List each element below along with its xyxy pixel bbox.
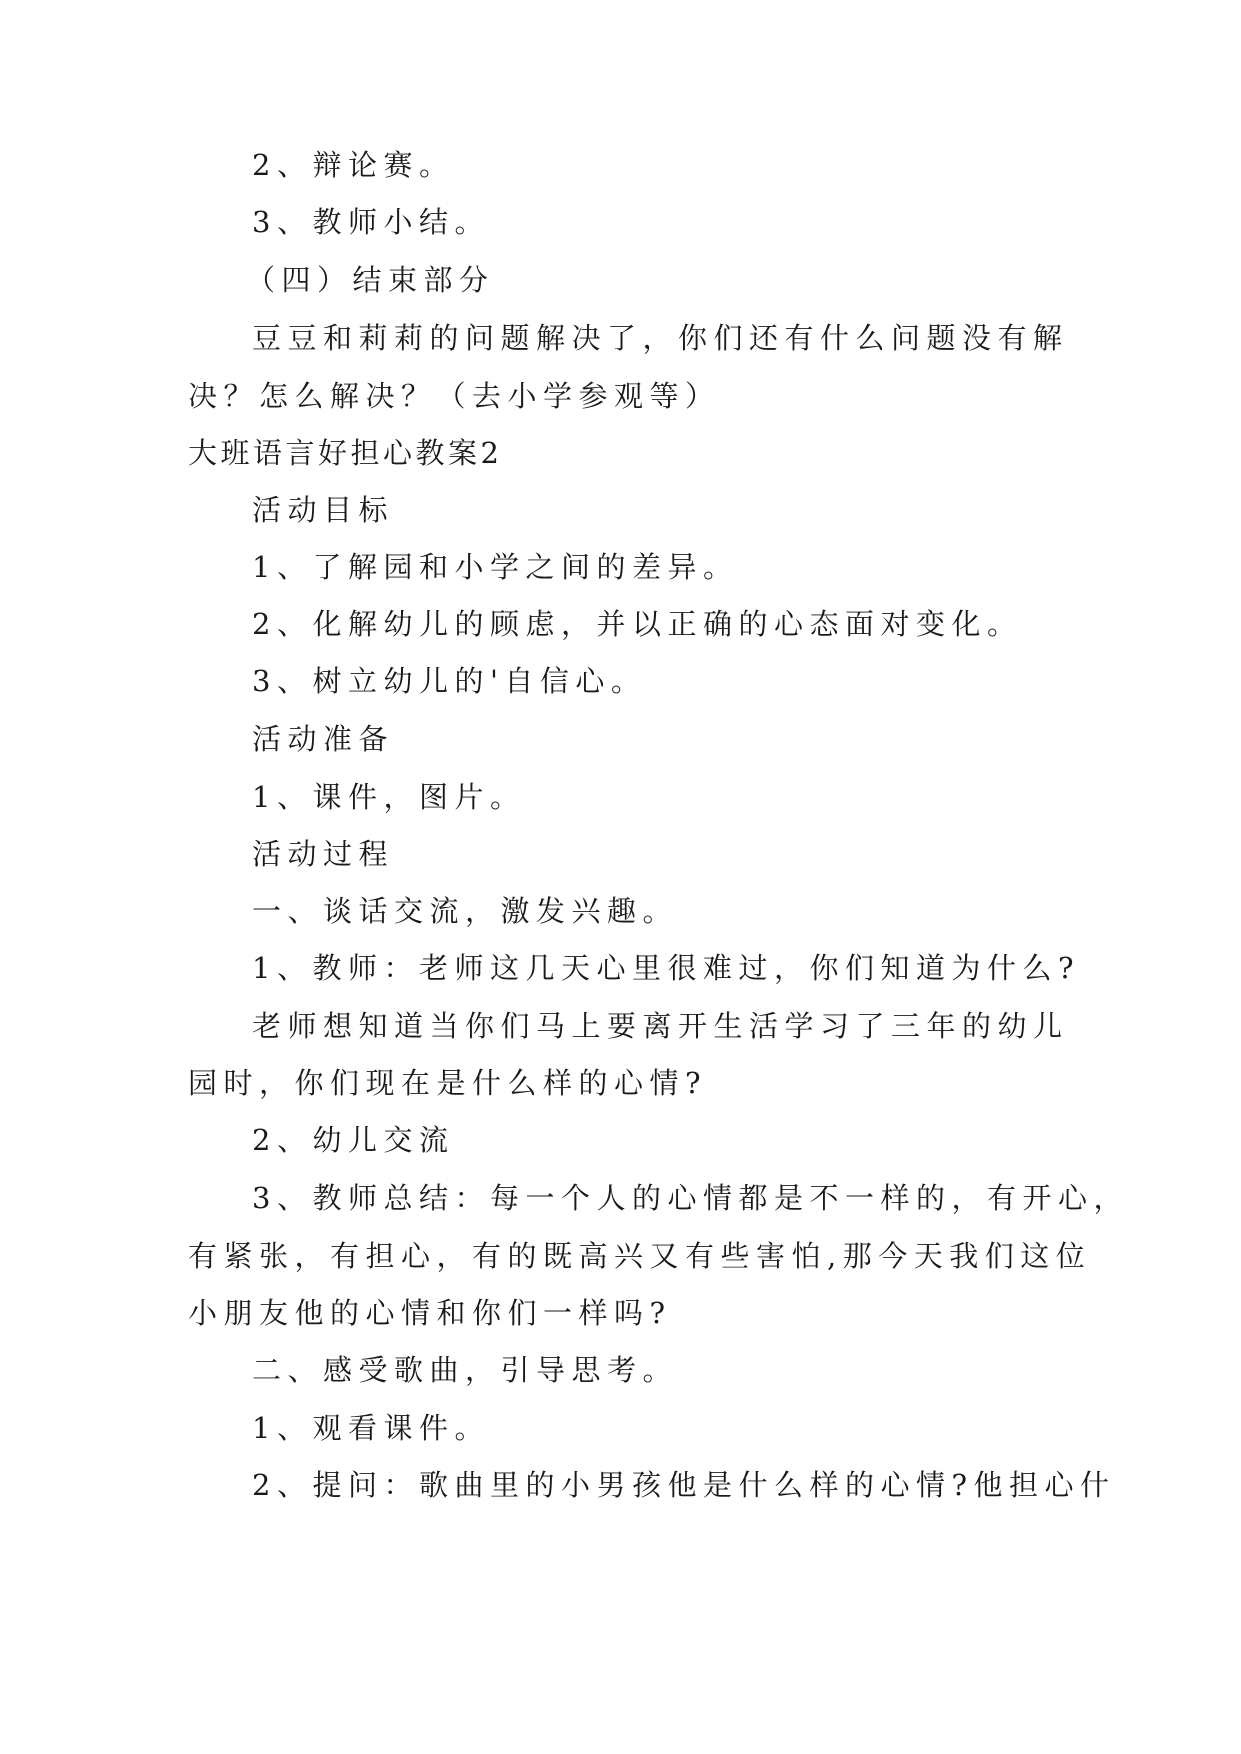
paragraph-line: 豆豆和莉莉的问题解决了，你们还有什么问题没有解 [252, 321, 1069, 355]
list-item: 1、观看课件。 [252, 1411, 490, 1445]
list-item-teacher-summary: 3、教师小结。 [252, 205, 490, 239]
section-heading-preparation: 活动准备 [252, 722, 395, 756]
paragraph-line: 有紧张，有担心，有的既高兴又有些害怕,那今天我们这位 [188, 1239, 1092, 1273]
section-heading-goals: 活动目标 [252, 493, 395, 527]
list-item: 2、化解幼儿的顾虑，并以正确的心态面对变化。 [252, 607, 1023, 641]
step-heading: 一、谈话交流，激发兴趣。 [252, 894, 679, 928]
paragraph-line: 决？怎么解决？（去小学参观等） [188, 379, 721, 413]
section-heading-process: 活动过程 [252, 837, 395, 871]
list-item: 2、幼儿交流 [252, 1123, 455, 1157]
list-item-debate: 2、辩论赛。 [252, 148, 455, 182]
paragraph-line: 老师想知道当你们马上要离开生活学习了三年的幼儿 [252, 1009, 1069, 1043]
paragraph-line: 2、提问：歌曲里的小男孩他是什么样的心情?他担心什 [252, 1468, 1116, 1502]
list-item: 1、教师：老师这几天心里很难过，你们知道为什么? [252, 951, 1080, 985]
list-item: 3、树立幼儿的'自信心。 [252, 664, 647, 698]
document-title: 大班语言好担心教案2 [188, 436, 503, 470]
step-heading: 二、感受歌曲，引导思考。 [252, 1353, 679, 1387]
list-item: 1、课件，图片。 [252, 780, 526, 814]
section-heading-ending: （四）结束部分 [246, 263, 495, 297]
paragraph-line: 小朋友他的心情和你们一样吗? [188, 1296, 672, 1330]
paragraph-line: 园时，你们现在是什么样的心情? [188, 1066, 708, 1100]
list-item: 1、了解园和小学之间的差异。 [252, 550, 739, 584]
paragraph-line: 3、教师总结：每一个人的心情都是不一样的，有开心， [252, 1181, 1129, 1215]
